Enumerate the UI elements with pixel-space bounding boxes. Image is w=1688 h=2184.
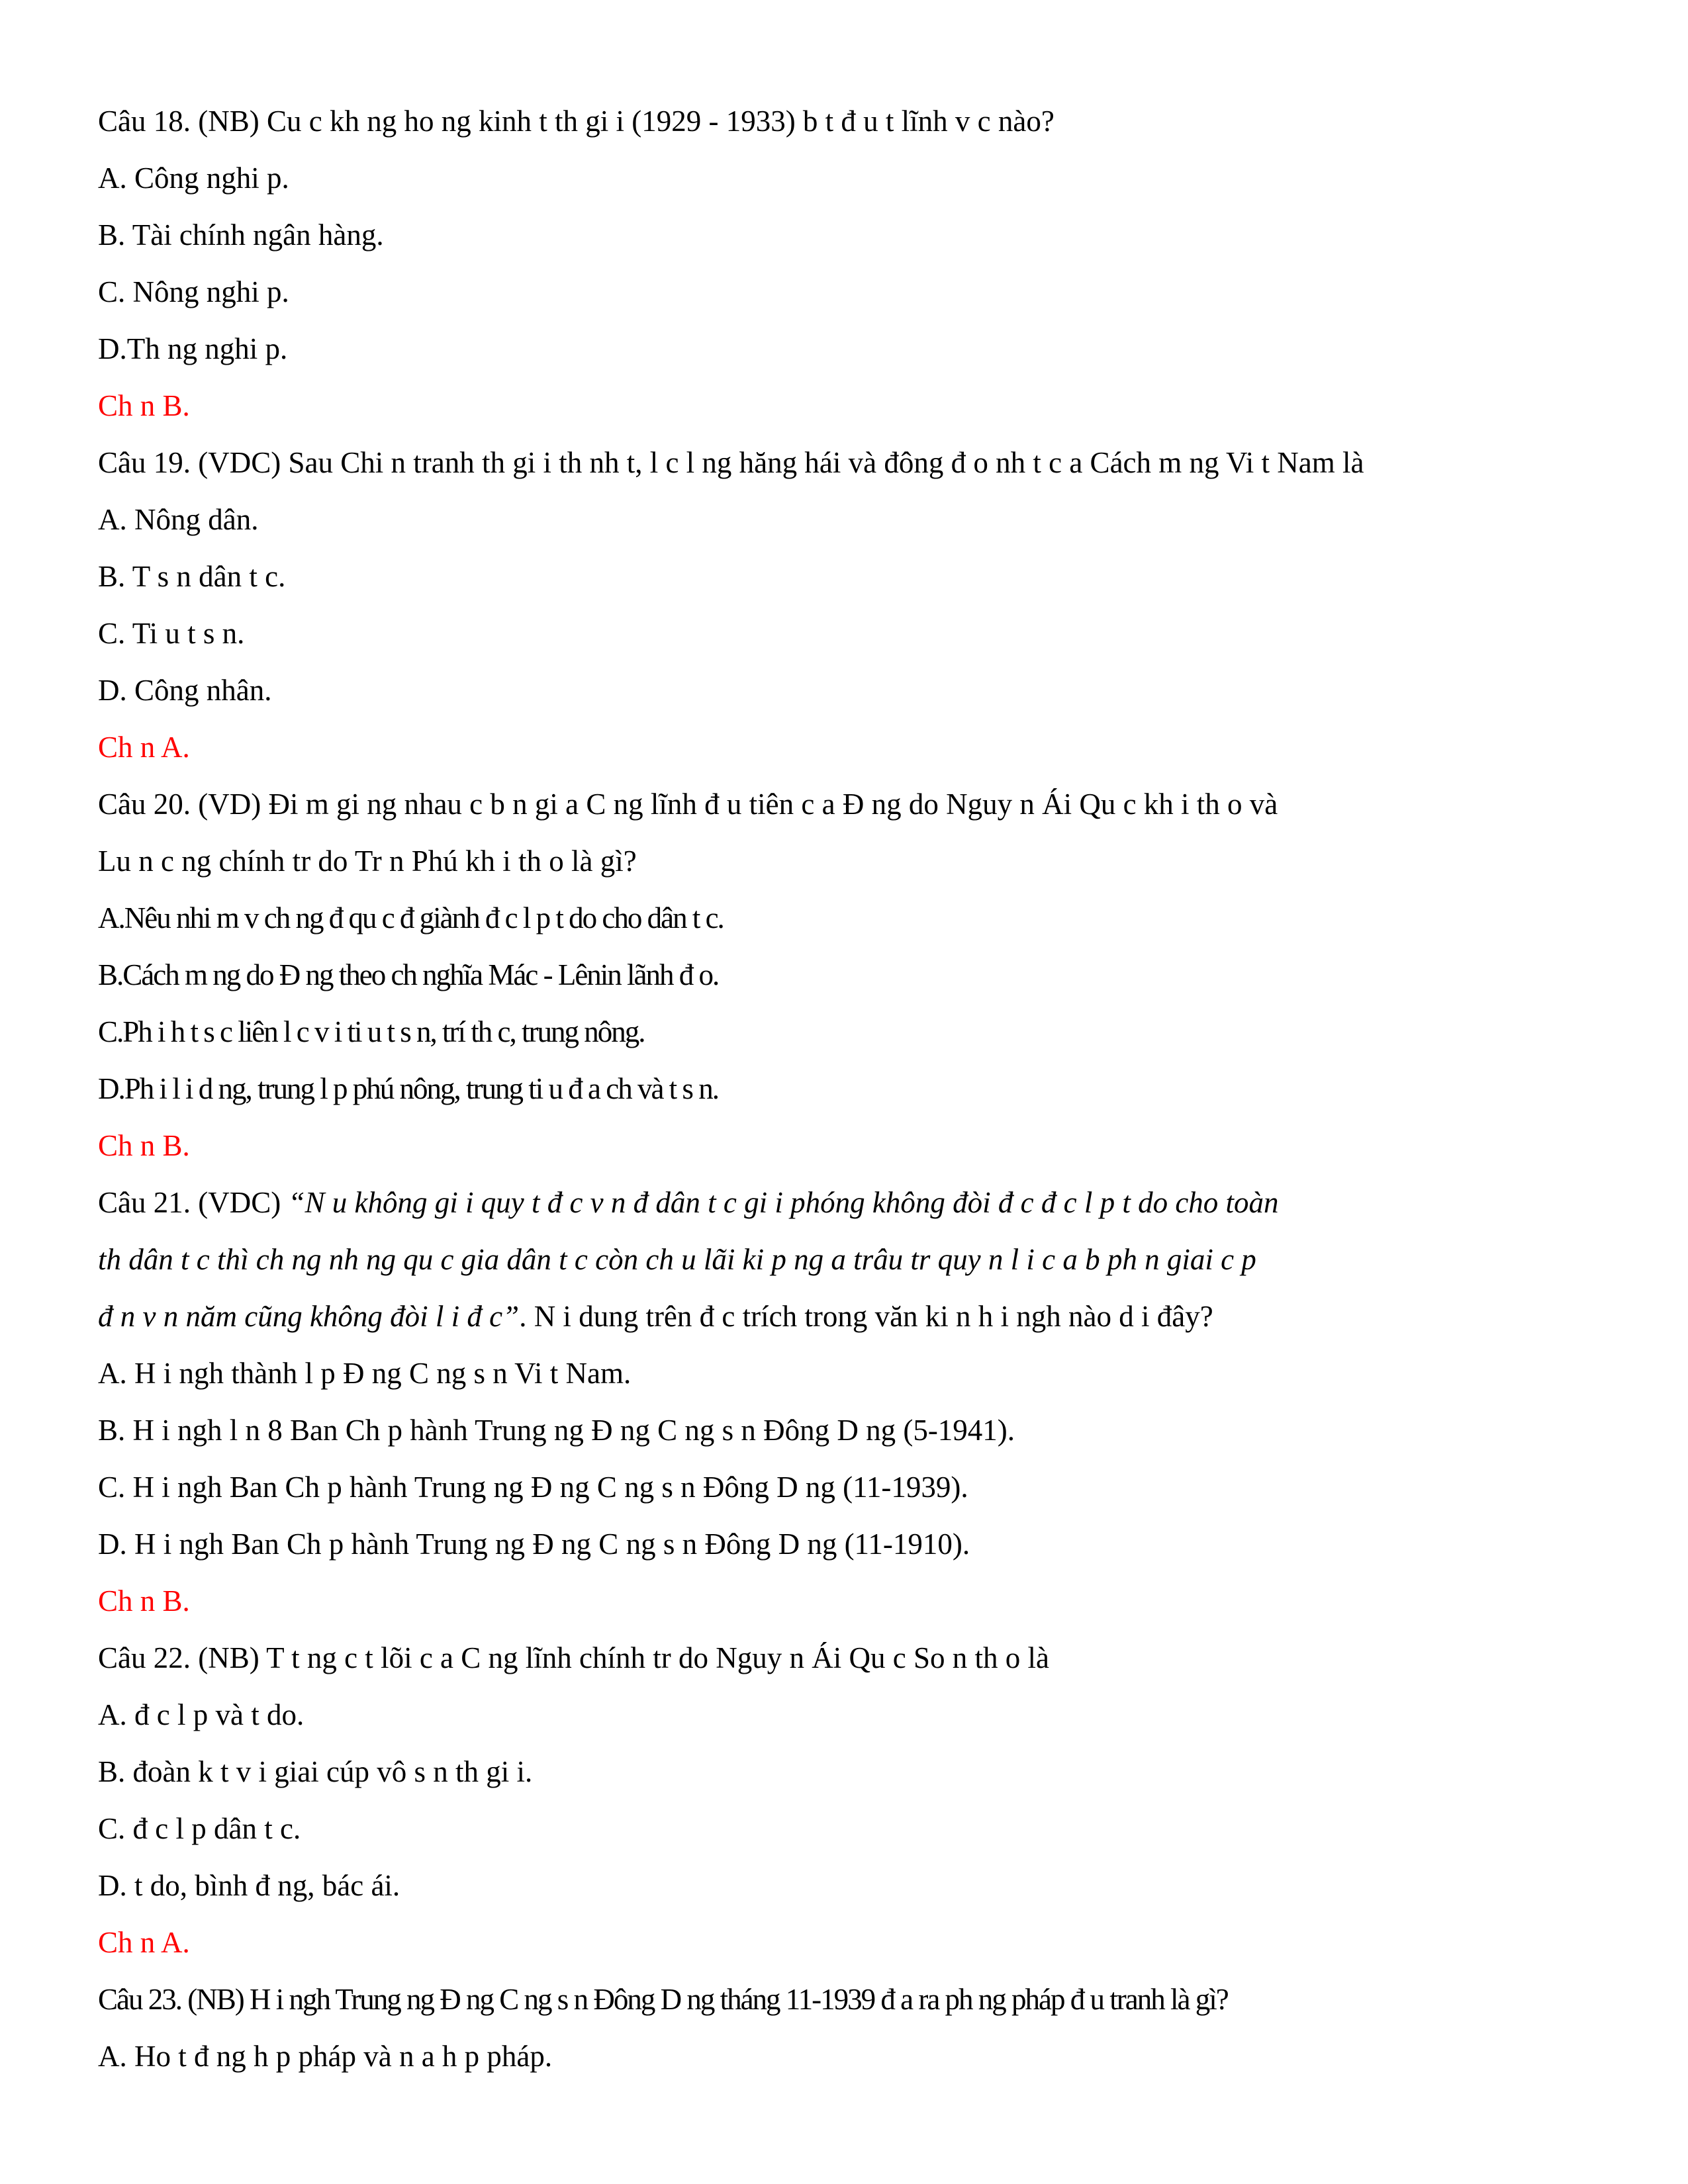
- question-18-answer: Ch n B.: [98, 389, 190, 422]
- question-20-line-2: Lu n c ng chính tr do Tr n Phú kh i th o là gì?: [98, 844, 637, 878]
- question-20-line-1: Câu 20. (VD) Đi m gi ng nhau c b n gi a C ng lĩnh đ u tiên c a Đ ng do Nguy n Ái Qu c kh i th o và: [98, 788, 1278, 821]
- question-21-tail: . N i dung trên đ c trích trong văn ki n h i ngh nào d i đây?: [519, 1300, 1213, 1333]
- question-18-option-a: A. Công nghi p.: [98, 161, 289, 195]
- question-19-option-b: B. T s n dân t c.: [98, 560, 286, 593]
- question-22-option-d: D. t do, bình đ ng, bác ái.: [98, 1869, 400, 1902]
- question-22-option-b: B. đoàn k t v i giai cúp vô s n th gi i.: [98, 1755, 533, 1788]
- question-21-option-d: D. H i ngh Ban Ch p hành Trung ng Đ ng C ng s n Đông D ng (11-1910).: [98, 1527, 970, 1561]
- question-21-option-a: A. H i ngh thành l p Đ ng C ng s n Vi t Nam.: [98, 1357, 632, 1390]
- question-20-option-a: A.Nêu nhi m v ch ng đ qu c đ giành đ c l p t do cho dân t c.: [98, 901, 724, 934]
- question-21-option-c: C. H i ngh Ban Ch p hành Trung ng Đ ng C ng s n Đông D ng (11-1939).: [98, 1471, 968, 1504]
- question-18-option-b: B. Tài chính ngân hàng.: [98, 218, 384, 251]
- question-19-option-a: A. Nông dân.: [98, 503, 259, 536]
- question-22-option-c: C. đ c l p dân t c.: [98, 1812, 301, 1845]
- question-21-line-3: [98, 1288, 1587, 1345]
- question-21-lead: Câu 21. (VDC): [98, 1186, 289, 1219]
- question-21-answer: Ch n B.: [98, 1584, 190, 1617]
- question-18: Câu 18. (NB) Cu c kh ng ho ng kinh t th gi i (1929 - 1933) b t đ u t lĩnh v c nào?: [98, 105, 1055, 138]
- question-21-line-1: [98, 1174, 1587, 1231]
- question-19-answer: Ch n A.: [98, 731, 190, 764]
- question-21-quote-line-1: “N u không gi i quy t đ c v n đ dân t c gi i phóng không đòi đ c đ c l p t do cho toàn: [288, 1186, 1279, 1219]
- document-page: [98, 93, 1587, 2085]
- question-19-option-c: C. Ti u t s n.: [98, 617, 245, 650]
- question-22-option-a: A. đ c l p và t do.: [98, 1698, 305, 1731]
- question-19-option-d: D. Công nhân.: [98, 674, 272, 707]
- question-20-answer: Ch n B.: [98, 1129, 190, 1162]
- question-19: Câu 19. (VDC) Sau Chi n tranh th gi i th nh t, l c l ng hăng hái và đông đ o nh t c a Cách m ng Vi t Nam là: [98, 446, 1364, 479]
- question-23-option-a: A. Ho t đ ng h p pháp và n a h p pháp.: [98, 2040, 553, 2073]
- question-23: Câu 23. (NB) H i ngh Trung ng Đ ng C ng s n Đông D ng tháng 11-1939 đ a ra ph ng pháp đ u tranh là gì?: [98, 1983, 1228, 2016]
- question-20-option-d: D.Ph i l i d ng, trung l p phú nông, trung ti u đ a ch và t s n.: [98, 1072, 718, 1105]
- question-18-option-c: C. Nông nghi p.: [98, 275, 289, 308]
- question-20-option-b: B.Cách m ng do Đ ng theo ch nghĩa Mác - Lênin lãnh đ o.: [98, 958, 719, 991]
- question-22-answer: Ch n A.: [98, 1926, 190, 1959]
- question-21-option-b: B. H i ngh l n 8 Ban Ch p hành Trung ng Đ ng C ng s n Đông D ng (5-1941).: [98, 1414, 1015, 1447]
- question-21-quote-line-3: đ n v n năm cũng không đòi l i đ c”: [98, 1300, 520, 1333]
- question-21-quote-line-2: th dân t c thì ch ng nh ng qu c gia dân t c còn ch u lãi ki p ng a trâu tr quy n l i c a b ph n giai c p: [98, 1243, 1256, 1276]
- question-22: Câu 22. (NB) T t ng c t lõi c a C ng lĩnh chính tr do Nguy n Ái Qu c So n th o là: [98, 1641, 1049, 1674]
- question-18-option-d: D.Th ng nghi p.: [98, 332, 288, 365]
- question-20-option-c: C.Ph i h t s c liên l c v i ti u t s n, trí th c, trung nông.: [98, 1015, 645, 1048]
